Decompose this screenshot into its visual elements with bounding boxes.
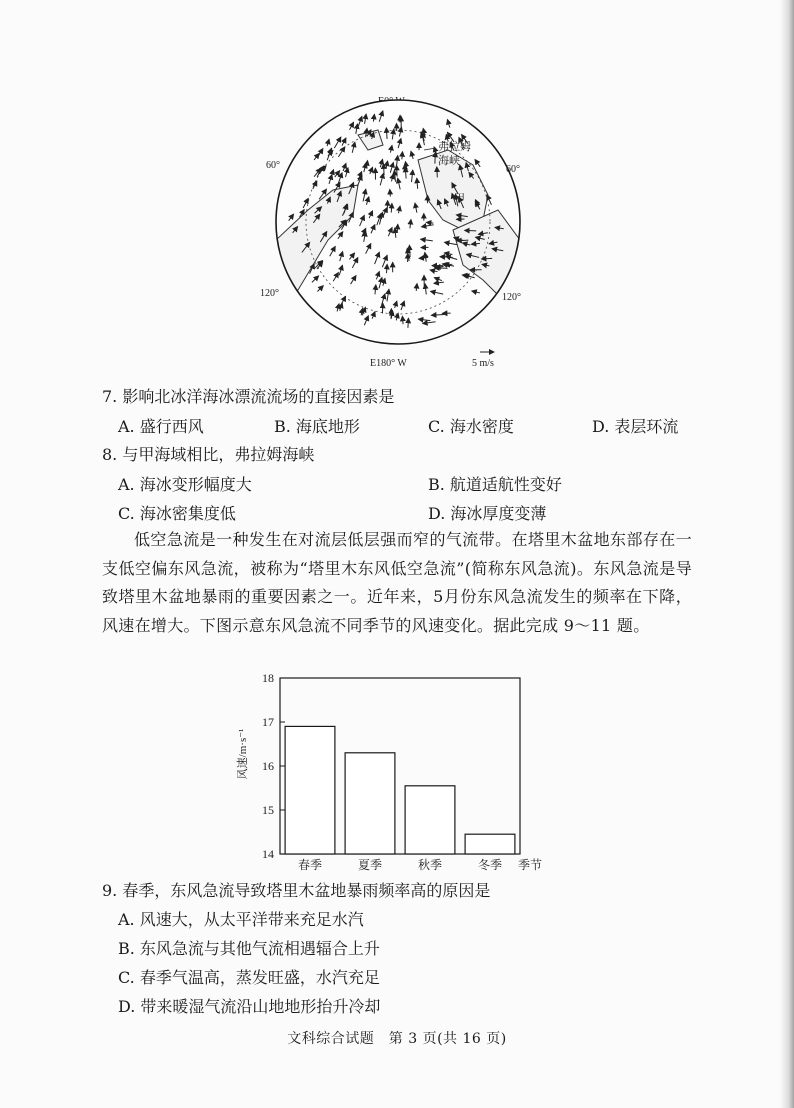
- reading-passage: 低空急流是一种发生在对流层低层强而窄的气流带。在塔里木盆地东部存在一支低空偏东风急流，被称为“塔里木东风低空急流”(简称东风急流)。东风急流是导致塔里木盆地暴雨的重要因素之一。近年来，5月份东风急流发生的频率在下降，风速在增大。下图示意东风急流不同季节的风速变化。据此完成 9～11 题。: [102, 530, 692, 635]
- drift-arrow: [402, 152, 403, 160]
- drift-arrow: [408, 318, 409, 328]
- drift-arrow: [437, 167, 438, 177]
- map-label-60-left: 60°: [266, 160, 280, 171]
- bar-0: [285, 726, 335, 854]
- drift-arrow: [481, 258, 492, 259]
- q9-option-a[interactable]: A. 风速大，从太平洋带来充足水汽: [118, 910, 364, 929]
- map-scale-label: 5 m/s: [472, 358, 494, 369]
- x-category-label: 夏季: [357, 858, 383, 872]
- map-label-120-left: 120°: [260, 288, 279, 299]
- x-category-label: 冬季: [477, 858, 503, 872]
- drift-arrow: [391, 203, 392, 212]
- q7-option-d[interactable]: D. 表层环流: [592, 417, 679, 436]
- page-edge-shadow: [780, 0, 794, 1108]
- bar-3: [465, 834, 515, 854]
- drift-arrow: [397, 224, 398, 232]
- bar-1: [345, 753, 395, 854]
- drift-arrow: [397, 165, 398, 176]
- strait-label-line2: 海峡: [438, 155, 460, 167]
- map-label-60-right: 60°: [506, 164, 520, 175]
- wind-speed-bar-chart: [226, 668, 586, 876]
- strait-label-line1: 弗拉姆: [438, 141, 471, 153]
- page-footer: 文科综合试题 第 3 页(共 16 页): [287, 1031, 507, 1047]
- question-9-stem: 9. 春季，东风急流导致塔里木盆地暴雨频率高的原因是: [102, 881, 491, 900]
- y-tick-label: 16: [262, 759, 274, 773]
- q7-option-b[interactable]: B. 海底地形: [274, 417, 360, 436]
- drift-arrow: [402, 316, 403, 324]
- bar-2: [405, 786, 455, 854]
- q8-option-b[interactable]: B. 航道适航性变好: [428, 475, 562, 494]
- map-label-bottom: E180° W: [370, 358, 407, 369]
- x-category-label: 春季: [297, 858, 323, 872]
- q9-option-c[interactable]: C. 春季气温高，蒸发旺盛，水汽充足: [118, 968, 380, 987]
- y-tick-label: 18: [262, 671, 274, 685]
- drift-arrow: [390, 189, 391, 196]
- region-jia-label: 甲: [454, 193, 465, 205]
- q8-option-a[interactable]: A. 海冰变形幅度大: [118, 475, 252, 494]
- y-tick-label: 17: [262, 715, 274, 729]
- question-8-stem: 8. 与甲海域相比，弗拉姆海峡: [102, 445, 315, 464]
- q9-option-d[interactable]: D. 带来暖湿气流沿山地地形抬升冷却: [118, 997, 381, 1016]
- q7-option-a[interactable]: A. 盛行西风: [118, 417, 204, 436]
- drift-arrow: [409, 245, 410, 257]
- question-7-stem: 7. 影响北冰洋海冰漂流流场的直接因素是: [102, 387, 395, 406]
- drift-arrow: [387, 264, 388, 273]
- q8-option-d[interactable]: D. 海冰厚度变薄: [428, 504, 547, 523]
- y-tick-label: 14: [262, 847, 274, 861]
- x-category-label: 秋季: [417, 858, 443, 872]
- map-label-120-right: 120°: [502, 292, 521, 303]
- chart-xlabel: 季节: [518, 858, 543, 872]
- chart-ylabel: 风速/m·s⁻¹: [237, 728, 249, 780]
- y-tick-label: 15: [262, 803, 274, 817]
- drift-arrow: [384, 164, 385, 175]
- q9-option-b[interactable]: B. 东风急流与其他气流相遇辐合上升: [118, 939, 380, 958]
- arctic-sea-ice-drift-map: [258, 90, 538, 372]
- q8-option-c[interactable]: C. 海冰密集度低: [118, 504, 236, 523]
- q7-option-c[interactable]: C. 海水密度: [428, 417, 514, 436]
